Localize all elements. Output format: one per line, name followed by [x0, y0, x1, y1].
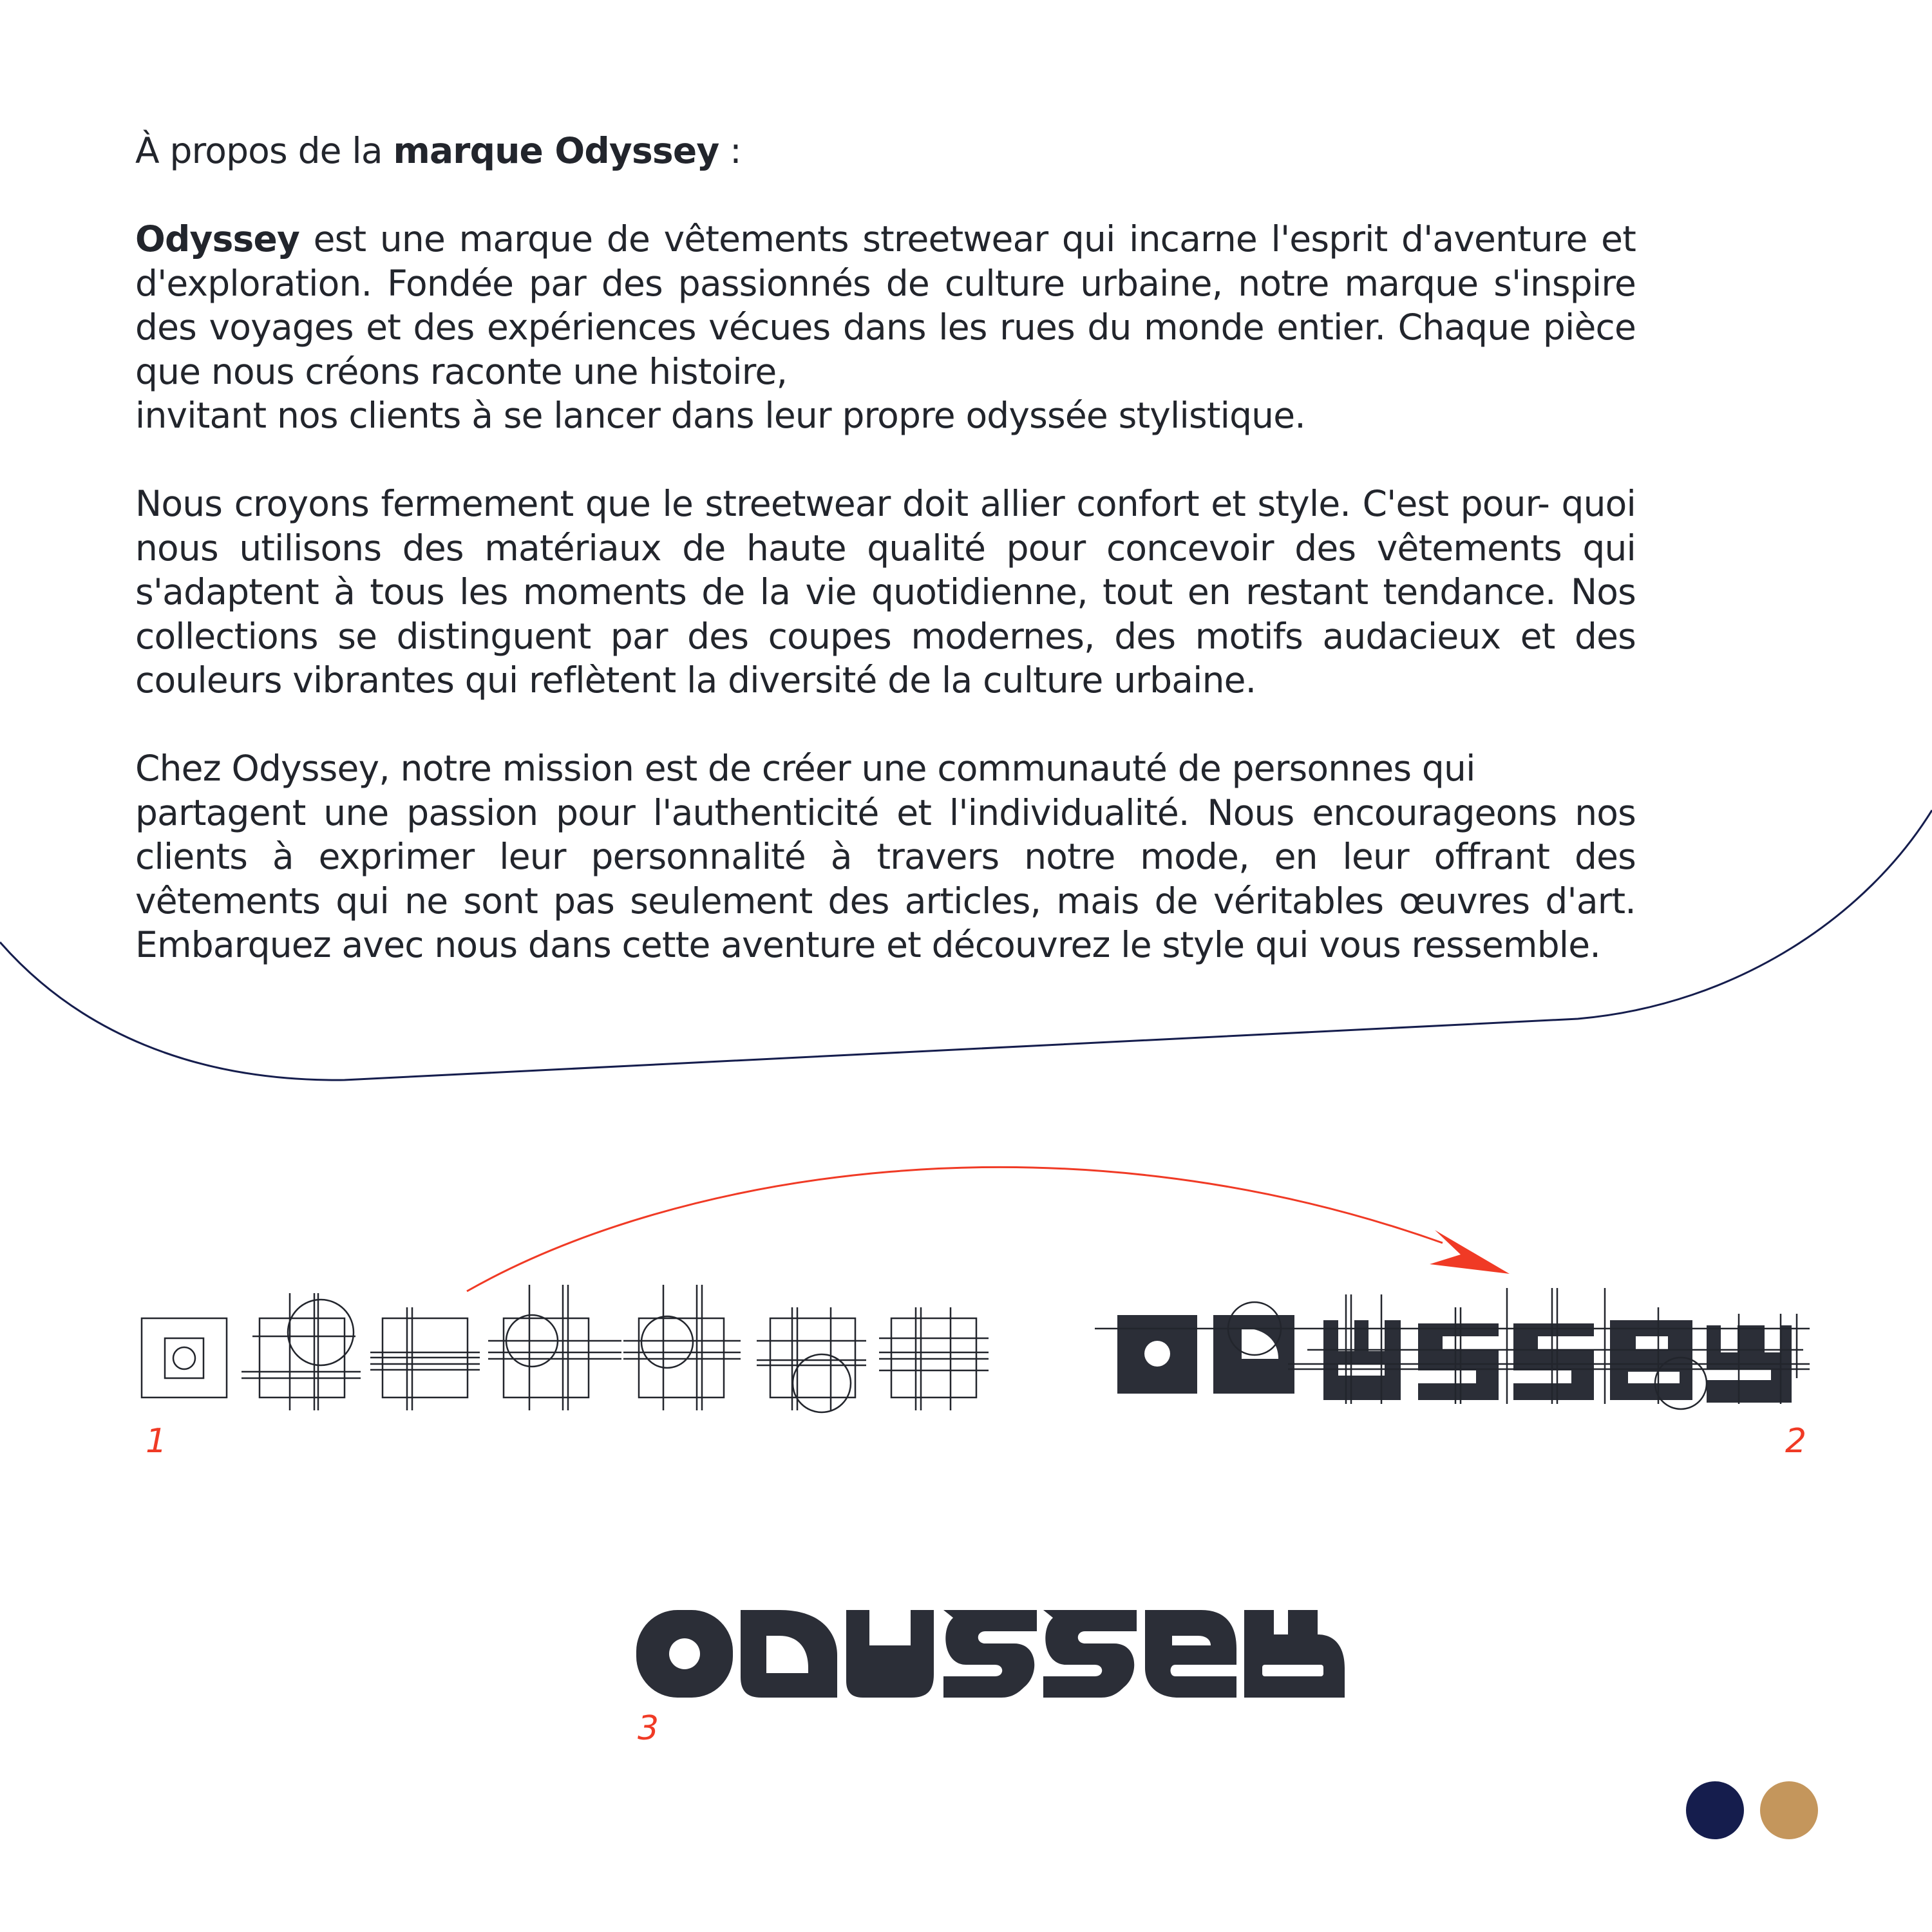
- intro-brand: marque Odyssey: [393, 130, 719, 171]
- paragraph-3-text: partagent une passion pour l'authenticité et l'individualité. Nous encourageons nos clients à exprimer leur personnalité à travers notre mode, en leur offrant des vêtements qui ne sont pas seulement des articles, mais de véritables œuvres d'art. Embarquez avec nous dans cette aventure et découvrez le style qui vous ressemble.: [135, 791, 1636, 965]
- paragraph-2-text: Nous croyons fermement que le streetwear doit allier confort et style. C'est pour- quoi nous utilisons des matériaux de haute qualité pour concevoir des vêtements qui s'adaptent à tous les moments de la vie quotidienne, tout en restant tendance. Nos collections se distinguent par des coupes modernes, des motifs audacieux et des couleurs vibrantes qui reflètent la diversité de la culture urbaine.: [135, 483, 1636, 701]
- step-number-2: 2: [1785, 1422, 1807, 1461]
- paragraph-1-text: est une marque de vêtements streetwear qui incarne l'esprit d'aventure et d'exploration. Fondée par des passionnés de culture urbaine, notre marque s'inspire des voyages et des expériences vécues dans les rues du monde entier. Chaque pièce que nous créons raconte une histoire,: [135, 218, 1636, 392]
- color-swatch-navy: [1686, 1781, 1744, 1839]
- paragraph-1-line2: invitant nos clients à se lancer dans leur propre odyssée stylistique.: [135, 395, 1305, 436]
- color-swatch-gold: [1760, 1781, 1818, 1839]
- paragraph-1-brand: Odyssey: [135, 218, 300, 260]
- intro-prefix: À propos de la: [135, 130, 393, 171]
- step-number-1: 1: [146, 1422, 167, 1461]
- step-number-3: 3: [638, 1709, 659, 1748]
- intro-suffix: :: [719, 130, 741, 171]
- paragraph-3-line1: Chez Odyssey, notre mission est de créer une communauté de personnes qui: [135, 748, 1475, 789]
